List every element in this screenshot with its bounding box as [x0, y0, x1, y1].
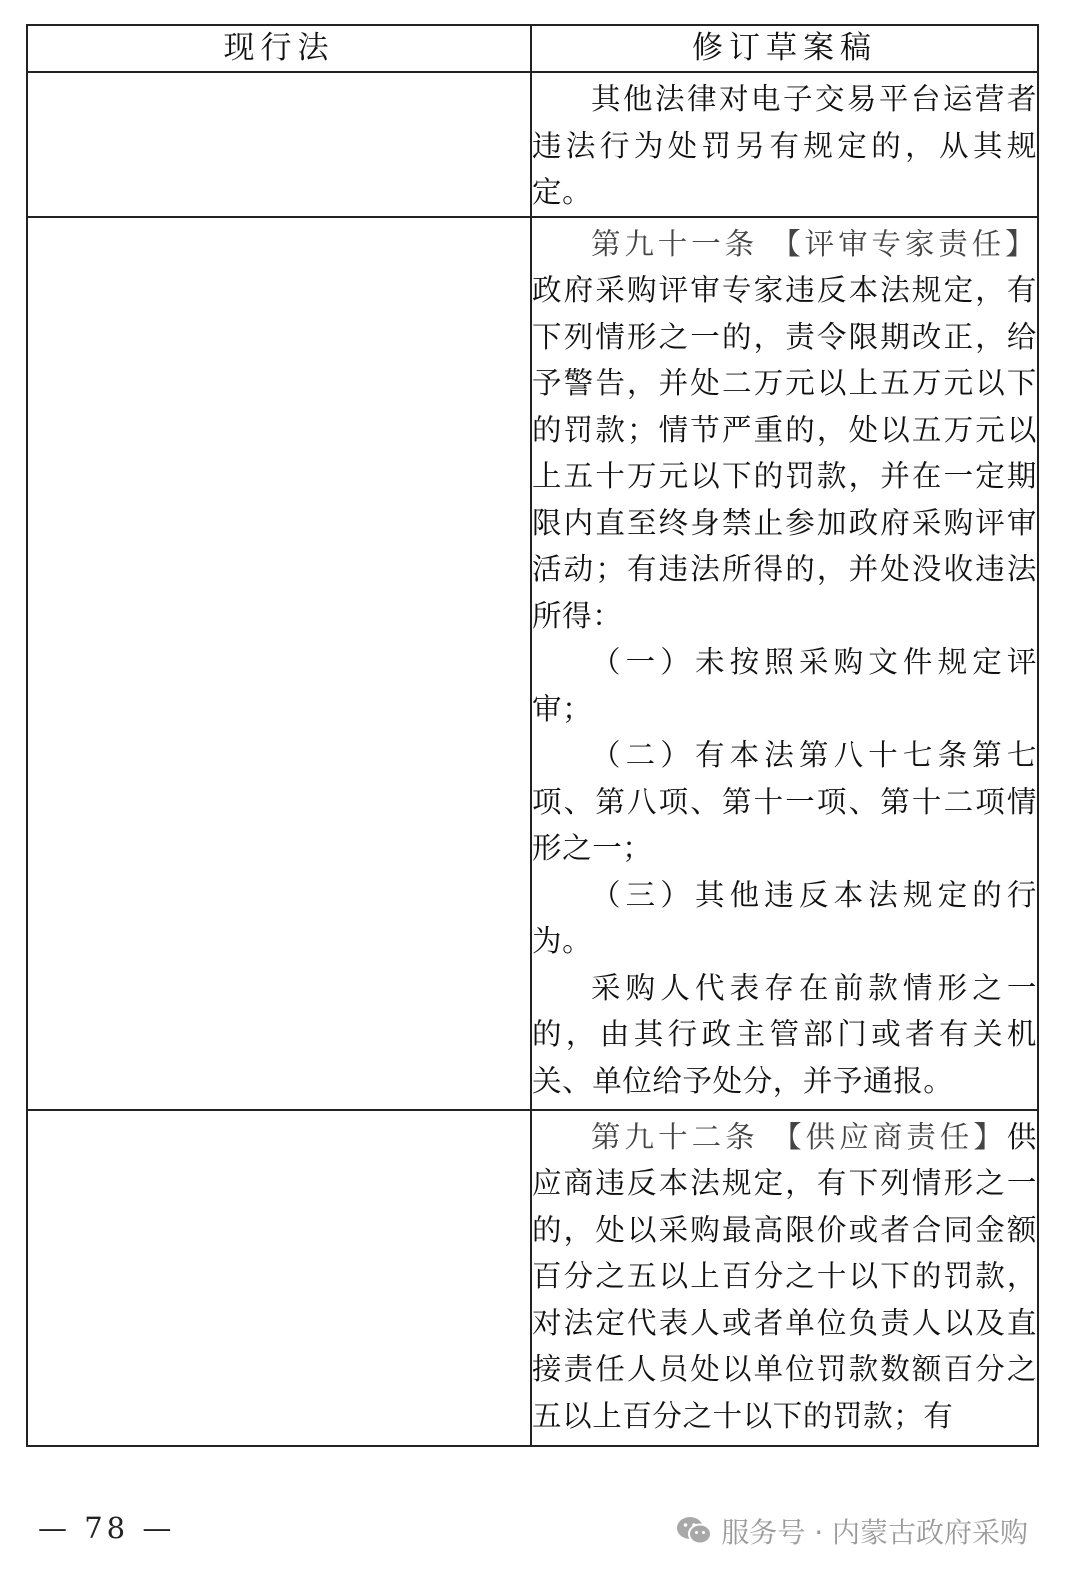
list-item: （三）其他违反本法规定的行为。	[532, 877, 1037, 958]
article-body: 政府采购评审专家违反本法规定，有下列情形之一的，责令限期改正，给予警告，并处二万元以上五万元以下的罚款；情节严重的，处以五万元以上五十万元以下的罚款，并在一定期限内直至终身禁止参加政府采购评审活动；有违法所得的，并处没收违法所得：	[532, 273, 1037, 633]
article-heading: 第九十一条 【评审专家责任】	[591, 226, 1037, 261]
article-92-text	[532, 1114, 1037, 1440]
watermark-text: 服务号 · 内蒙古政府采购	[721, 1516, 1028, 1549]
table-row	[27, 72, 1038, 217]
left-cell-empty	[27, 217, 531, 1110]
article-91-text	[532, 221, 1037, 640]
left-cell-empty	[27, 1110, 531, 1446]
left-cell-empty	[27, 72, 531, 217]
header-revision-draft: 修订草案稿	[531, 25, 1038, 72]
wechat-icon	[675, 1515, 713, 1547]
paragraph: 采购人代表存在前款情形之一的，由其行政主管部门或者有关机关、单位给予处分，并予通报。	[532, 970, 1037, 1098]
page-footer	[0, 1505, 1080, 1565]
article-body: 供应商违反本法规定，有下列情形之一的，处以采购最高限价或者合同金额百分之五以上百分之十以下的罚款，对法定代表人或者单位负责人以及直接责任人员处以单位罚款数额百分之五以上百分之十以下的罚款；有	[532, 1119, 1037, 1433]
table-row	[27, 217, 1038, 1110]
right-cell	[531, 72, 1038, 217]
page-number: — 78 —	[38, 1511, 176, 1545]
table-row	[27, 1110, 1038, 1446]
paragraph: 其他法律对电子交易平台运营者违法行为处罚另有规定的，从其规定。	[532, 82, 1037, 209]
comparison-table	[26, 24, 1039, 1447]
list-item: （二）有本法第八十七条第七项、第八项、第十一项、第十二项情形之一；	[532, 738, 1037, 865]
watermark	[675, 1511, 1028, 1551]
header-current-law: 现行法	[27, 25, 531, 72]
header-row	[27, 25, 1038, 72]
article-heading: 第九十二条 【供应商责任】	[591, 1119, 1007, 1154]
right-cell	[531, 1110, 1038, 1446]
list-item: （一）未按照采购文件规定评审；	[532, 645, 1037, 726]
right-cell	[531, 217, 1038, 1110]
